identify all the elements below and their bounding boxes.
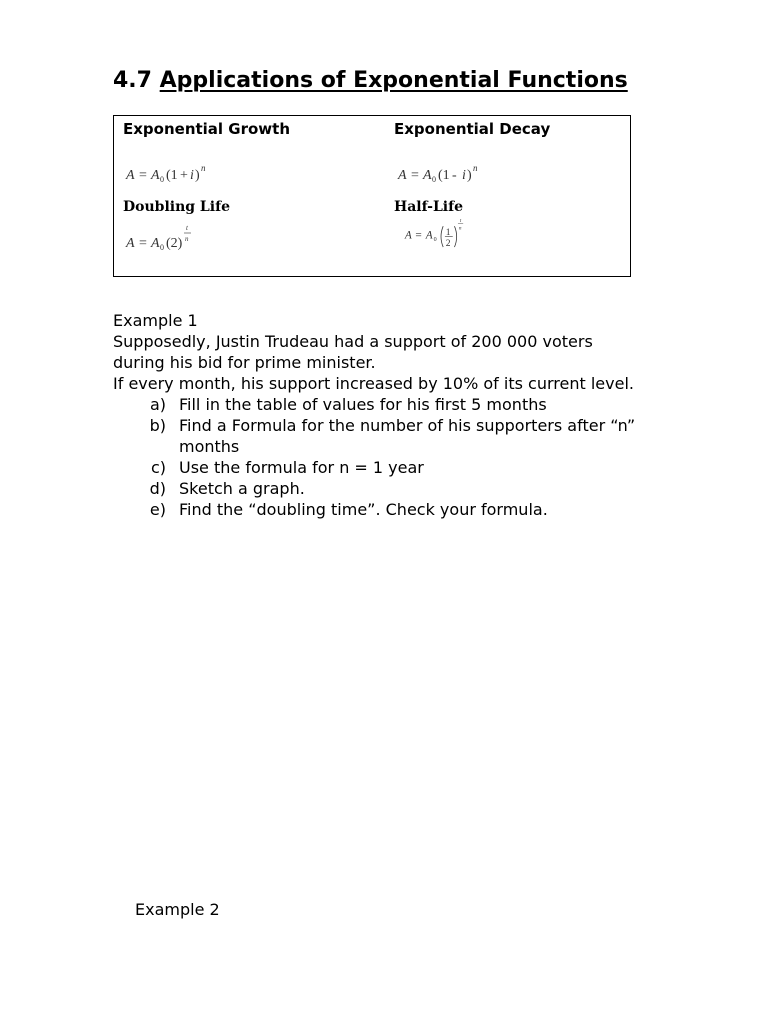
half-life-heading: Half-Life	[394, 199, 464, 215]
example1-heading: Example 1	[113, 311, 198, 330]
question-list	[113, 394, 753, 520]
svg-text:(1: (1	[438, 168, 450, 183]
question-text: Use the formula for n = 1 year	[179, 458, 424, 477]
svg-text:t: t	[459, 217, 462, 224]
section-title: Applications of Exponential Functions	[159, 68, 628, 93]
svg-text:n: n	[473, 163, 478, 173]
svg-text:t: t	[186, 224, 188, 232]
svg-text:A: A	[425, 229, 433, 242]
svg-text:0: 0	[432, 175, 436, 184]
svg-text:): )	[195, 168, 200, 183]
question-letter: a)	[149, 395, 166, 414]
growth-formula	[124, 154, 234, 194]
question-text: Fill in the table of values for his first 5 months	[179, 395, 547, 414]
svg-text:0: 0	[160, 175, 164, 184]
decay-heading: Exponential Decay	[394, 120, 551, 138]
section-number: 4.7	[113, 68, 152, 93]
question-item-e	[113, 499, 753, 520]
svg-text:0: 0	[433, 236, 437, 243]
svg-text:A: A	[126, 236, 135, 251]
example1-line-2: during his bid for prime minister.	[113, 353, 376, 372]
svg-text:=: =	[415, 229, 422, 242]
half-life-formula	[396, 214, 506, 254]
svg-text:0: 0	[160, 243, 164, 252]
example2-heading: Example 2	[135, 900, 220, 919]
question-item-c	[113, 457, 753, 478]
svg-text:2: 2	[445, 238, 451, 250]
question-text: Find a Formula for the number of his supporters after “n” months	[179, 416, 636, 456]
svg-text:A: A	[404, 229, 412, 242]
page-title	[113, 68, 628, 93]
question-letter: b)	[149, 416, 166, 435]
svg-text:n: n	[185, 235, 189, 243]
doubling-heading: Doubling Life	[123, 199, 231, 215]
svg-text:=: =	[411, 168, 419, 183]
svg-text:+: +	[180, 168, 188, 183]
question-letter: e)	[149, 500, 166, 519]
question-item-a	[113, 394, 753, 415]
question-letter: c)	[150, 458, 166, 477]
example1-line-3: If every month, his support increased by 10% of its current level.	[113, 374, 634, 393]
svg-text:i: i	[462, 168, 466, 183]
question-item-d	[113, 478, 753, 499]
svg-text:(2): (2)	[166, 236, 183, 251]
decay-formula	[396, 154, 506, 194]
question-item-b	[113, 415, 753, 457]
svg-text:i: i	[190, 168, 194, 183]
svg-text:(1: (1	[166, 168, 178, 183]
question-text: Find the “doubling time”. Check your formula.	[179, 500, 548, 519]
question-letter: d)	[149, 479, 166, 498]
question-text: Sketch a graph.	[179, 479, 305, 498]
svg-text:A: A	[398, 168, 407, 183]
svg-text:A: A	[151, 168, 160, 183]
svg-text:n: n	[458, 225, 462, 232]
svg-text:=: =	[139, 236, 147, 251]
svg-text:1: 1	[445, 226, 451, 238]
svg-text:-: -	[452, 168, 457, 183]
svg-text:A: A	[423, 168, 432, 183]
svg-text:A: A	[126, 168, 135, 183]
growth-heading: Exponential Growth	[123, 120, 291, 138]
svg-text:): )	[467, 168, 472, 183]
svg-text:A: A	[151, 236, 160, 251]
svg-text:=: =	[139, 168, 147, 183]
example1-line-1: Supposedly, Justin Trudeau had a support of 200 000 voters	[113, 332, 593, 351]
formula-box	[113, 115, 631, 277]
doubling-formula	[124, 220, 234, 260]
svg-text:n: n	[201, 163, 206, 173]
